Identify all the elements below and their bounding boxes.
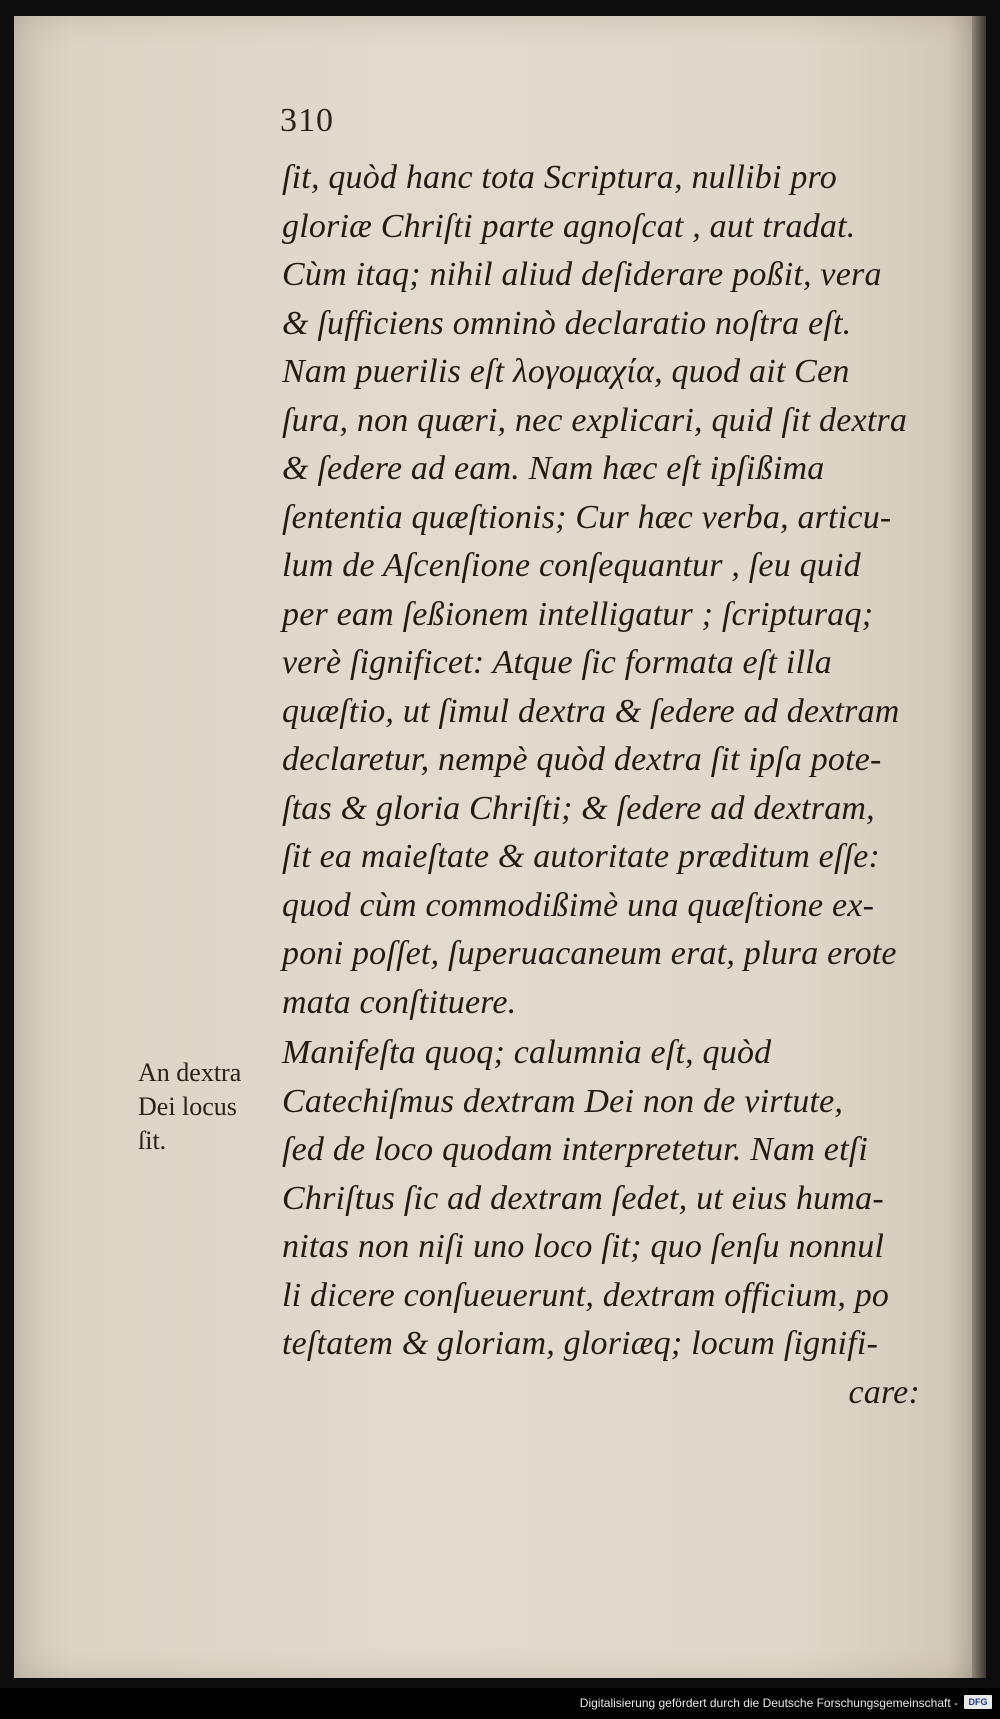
margin-note-line: Dei locus	[138, 1092, 237, 1121]
text-line: verè ſignificet: Atque ſic formata eſt illa	[282, 644, 832, 681]
text-line: teſtatem & gloriam, gloriæq; locum ſignifi-	[282, 1325, 879, 1362]
text-line: declaretur, nempè quòd dextra ſit ipſa pote-	[282, 741, 882, 778]
text-line: ſtas & gloria Chriſti; & ſedere ad dextram,	[282, 789, 875, 827]
text-line: gloriæ Chriſti parte agnoſcat , aut tradat.	[282, 207, 856, 245]
margin-note-line: An dextra	[138, 1058, 242, 1087]
text-line: ſententia quæſtionis; Cur hæc verba, articu-	[282, 498, 892, 536]
text-line: nitas non niſi uno loco ſit; quo ſenſu nonnul	[282, 1228, 885, 1265]
text-line: ſit, quòd hanc tota Scriptura, nullibi pro	[282, 159, 837, 196]
margin-note-line: ſit.	[138, 1126, 167, 1155]
digitization-footer	[0, 1688, 1000, 1719]
text-line: ſed de loco quodam interpretetur. Nam etſi	[282, 1131, 869, 1168]
margin-note	[138, 1056, 288, 1158]
paragraph-start-line: Manifeſta quoq; calumnia eſt, quòd	[282, 1034, 772, 1071]
text-line: & ſedere ad eam. Nam hæc eſt ipſißima	[282, 450, 825, 487]
page-edge	[972, 16, 986, 1678]
body-text	[282, 154, 972, 1417]
text-line: mata conſtituere.	[282, 983, 517, 1021]
text-line: ſura, non quæri, nec explicari, quid ſit dextra	[282, 401, 908, 439]
text-line: & ſufficiens omninò declaratio noſtra eſt.	[282, 304, 852, 342]
funding-credit: Digitalisierung gefördert durch die Deutsche Forschungsgemeinschaft -	[579, 1696, 958, 1710]
text-line: Catechiſmus dextram Dei non de virtute,	[282, 1082, 844, 1120]
text-line: poni poſſet, ſuperuacaneum erat, plura erote	[282, 935, 897, 972]
text-line: Chriſtus ſic ad dextram ſedet, ut eius huma-	[282, 1179, 884, 1217]
page-number: 310	[280, 102, 334, 139]
text-line: Nam puerilis eſt λογομαχία, quod ait Cen	[282, 353, 850, 390]
catchword: care:	[848, 1373, 920, 1411]
book-page	[14, 16, 986, 1678]
text-line: per eam ſeßionem intelligatur ; ſcripturaq;	[282, 595, 874, 633]
text-line: quod cùm commodißimè una quæſtione ex-	[282, 886, 875, 924]
text-line: lum de Aſcenſione conſequantur , ſeu quid	[282, 547, 861, 584]
text-line: li dicere conſueuerunt, dextram officium, po	[282, 1276, 890, 1314]
text-line: quæſtio, ut ſimul dextra & ſedere ad dextram	[282, 692, 900, 730]
dfg-logo-icon: DFG	[964, 1695, 992, 1709]
text-line: Cùm itaq; nihil aliud deſiderare poßit, vera	[282, 256, 882, 293]
text-line: ſit ea maieſtate & autoritate præditum eſſe:	[282, 838, 881, 875]
